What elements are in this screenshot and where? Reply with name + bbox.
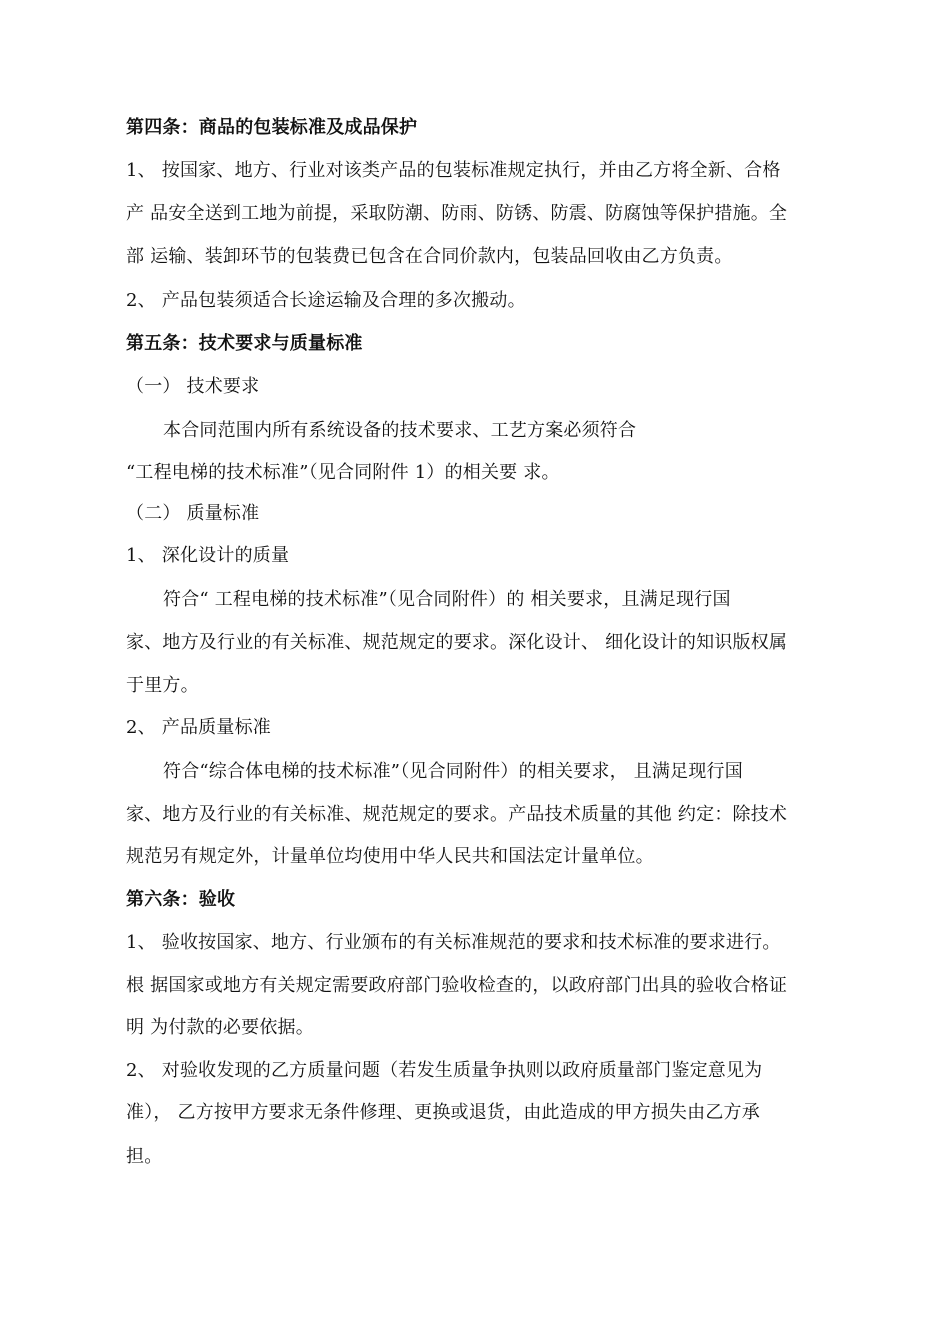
paragraph-line: 1、 按国家、地方、行业对该类产品的包装标准规定执行，并由乙方将全新、合格 bbox=[126, 160, 781, 181]
section-heading-6: 第六条：验收 bbox=[126, 889, 236, 910]
paragraph-line: 1、 验收按国家、地方、行业颁布的有关标准规范的要求和技术标准的要求进行。 bbox=[126, 932, 781, 953]
subsection-heading: （二） 质量标准 bbox=[126, 503, 260, 524]
paragraph-line: 符合“综合体电梯的技术标准”（见合同附件）的相关要求， 且满足现行国 bbox=[163, 761, 743, 782]
paragraph-line: 本合同范围内所有系统设备的技术要求、工艺方案必须符合 bbox=[163, 420, 637, 441]
paragraph-line: “工程电梯的技术标准”（见合同附件 1）的相关要 求。 bbox=[126, 462, 560, 483]
paragraph-line: 准）， 乙方按甲方要求无条件修理、更换或退货，由此造成的甲方损失由乙方承 bbox=[126, 1102, 760, 1123]
paragraph-line: 规范另有规定外，计量单位均使用中华人民共和国法定计量单位。 bbox=[126, 846, 654, 867]
paragraph-line: 明 为付款的必要依据。 bbox=[126, 1017, 314, 1038]
paragraph-line: 于里方。 bbox=[126, 675, 199, 696]
paragraph-line: 根 据国家或地方有关规定需要政府部门验收检查的，以政府部门出具的验收合格证 bbox=[126, 975, 788, 996]
paragraph-line: 2、 对验收发现的乙方质量问题（若发生质量争执则以政府质量部门鉴定意见为 bbox=[126, 1060, 763, 1081]
subsection-heading: （一） 技术要求 bbox=[126, 376, 260, 397]
paragraph-line: 家、地方及行业的有关标准、规范规定的要求。深化设计、 细化设计的知识版权属 bbox=[126, 632, 788, 653]
section-heading-4: 第四条：商品的包装标准及成品保护 bbox=[126, 117, 418, 138]
paragraph-line: 2、 产品质量标准 bbox=[126, 717, 271, 738]
paragraph-line: 产 品安全送到工地为前提，采取防潮、防雨、防锈、防震、防腐蚀等保护措施。全 bbox=[126, 203, 788, 224]
paragraph-line: 1、 深化设计的质量 bbox=[126, 545, 290, 566]
paragraph-line: 2、 产品包装须适合长途运输及合理的多次搬动。 bbox=[126, 290, 526, 311]
paragraph-line: 担。 bbox=[126, 1146, 163, 1167]
paragraph-line: 符合“ 工程电梯的技术标准”（见合同附件）的 相关要求，且满足现行国 bbox=[163, 589, 731, 610]
paragraph-line: 家、地方及行业的有关标准、规范规定的要求。产品技术质量的其他 约定：除技术 bbox=[126, 804, 788, 825]
paragraph-line: 部 运输、装卸环节的包装费已包含在合同价款内，包装品回收由乙方负责。 bbox=[126, 246, 733, 267]
section-heading-5: 第五条：技术要求与质量标准 bbox=[126, 333, 363, 354]
